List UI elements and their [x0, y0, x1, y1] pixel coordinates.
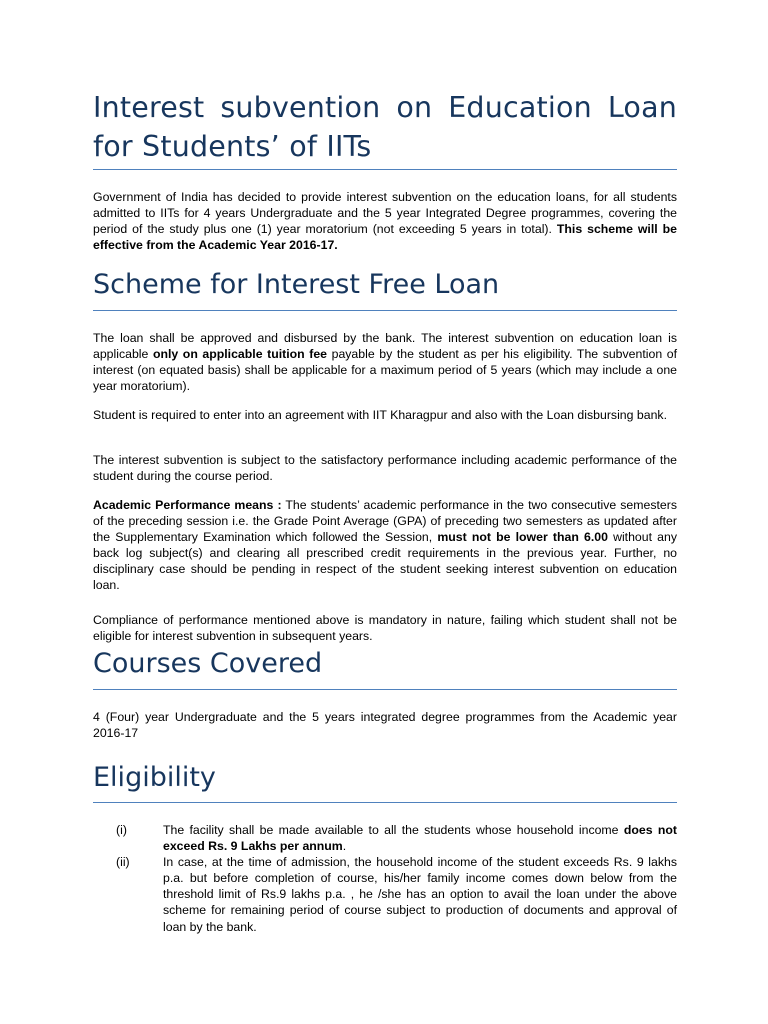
eligibility-item-1-bold: does not exceed Rs. 9 Lakhs per annum [163, 823, 677, 854]
scheme-divider [93, 310, 677, 311]
compliance-paragraph: Compliance of performance mentioned above is mandatory in nature, failing which student shall not be eligible for interest subvention in subsequent years. [93, 613, 677, 644]
academic-performance-text-a: The students’ academic performance in the two consecutive semesters of the preceding session i.e. the Grade Point Average (GPA) of preceding two semesters as updated after the Supplementary Examination which followed the Session, [93, 498, 677, 545]
eligibility-item-1-number: (i) [116, 823, 127, 837]
academic-performance-text-b: without any back log subject(s) and clearing all prescribed credit requirements in the previous year. Further, no disciplinary case should be pending in respect of the student seeking interest subvention on education loan. [93, 530, 678, 593]
academic-performance-label: Academic Performance means : [93, 498, 282, 512]
eligibility-item-2-text [163, 854, 677, 934]
eligibility-divider [93, 802, 677, 803]
scheme-paragraph-2: Student is required to enter into an agreement with IIT Kharagpur and also with the Loan disbursing bank. [93, 408, 667, 422]
courses-heading: Courses Covered [93, 648, 323, 679]
scheme-p1-text-b: payable by the student as per his eligibility. The subvention of interest (on equated basis) shall be applicable for a maximum period of 5 years (which may include a one year moratorium). [93, 347, 678, 394]
page-title-line-1: Interest subvention on Education Loan [93, 91, 677, 124]
courses-divider [93, 689, 677, 690]
eligibility-item-2 [93, 854, 677, 934]
intro-paragraph [93, 189, 677, 253]
eligibility-item-1 [93, 822, 677, 854]
courses-paragraph: 4 (Four) year Undergraduate and the 5 years integrated degree programmes from the Academic year 2016-17 [93, 710, 677, 741]
scheme-heading: Scheme for Interest Free Loan [93, 269, 500, 300]
eligibility-item-1-text [163, 822, 677, 854]
scheme-paragraph-1 [93, 330, 677, 394]
page-title-line-2: for Students’ of IITs [93, 130, 372, 163]
title-divider [93, 169, 677, 170]
eligibility-item-1-text-b: . [342, 839, 347, 854]
academic-performance-gpa-threshold: must not be lower than 6.00 [437, 530, 608, 545]
intro-bold-text: This scheme will be effective from the Academic Year 2016-17. [93, 222, 677, 253]
scheme-paragraph-3: The interest subvention is subject to the satisfactory performance including academic performance of the student during the course period. [93, 453, 677, 484]
eligibility-list [93, 822, 677, 935]
eligibility-item-2-number: (ii) [116, 855, 130, 870]
eligibility-item-1-text-a: The facility shall be made available to all the students whose household income [163, 823, 624, 837]
eligibility-heading: Eligibility [93, 762, 216, 793]
page-title [93, 88, 677, 166]
eligibility-item-2-text-a: In case, at the time of admission, the household income of the student exceeds Rs. 9 lakhs p.a. but before completion of course, his/her family income comes down below from the threshold limit of Rs.9 lakhs p.a. , he /she has an option to avail the loan under the above scheme for remaining period of course subject to production of documents and approval of loan by the bank. [163, 855, 677, 934]
intro-text: Government of India has decided to provide interest subvention on the education loans, for all students admitted to IITs for 4 years Undergraduate and the 5 year Integrated Degree programmes, covering the period of the study plus one (1) year moratorium (not exceeding 5 years in total). [93, 190, 677, 237]
scheme-p1-text-a: The loan shall be approved and disbursed by the bank. The interest subvention on education loan is applicable [93, 331, 677, 362]
scheme-p1-bold: only on applicable tuition fee [152, 347, 328, 362]
academic-performance-paragraph [93, 497, 677, 594]
